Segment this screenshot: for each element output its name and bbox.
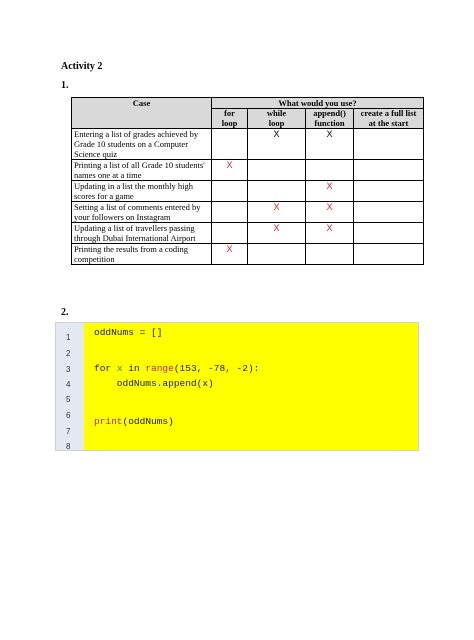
mark-cell <box>306 244 354 265</box>
mark-cell <box>354 181 424 202</box>
mark-cell <box>354 223 424 244</box>
code-line-3: for x in range(153, -78, -2): <box>94 363 260 374</box>
mark-cell: X <box>306 181 354 202</box>
case-cell: Printing a list of all Grade 10 students' names one at a time <box>72 160 212 181</box>
mark-cell: X <box>306 202 354 223</box>
line-number: 7 <box>66 427 71 436</box>
column-header-for-loop: for loop <box>212 109 248 129</box>
mark-cell: X <box>212 244 248 265</box>
mark-cell <box>212 223 248 244</box>
mark-cell <box>354 202 424 223</box>
case-cell: Setting a list of comments entered by your followers on Instagram <box>72 202 212 223</box>
mark-cell <box>306 160 354 181</box>
case-header: Case <box>72 98 212 129</box>
column-header-full-list: create a full list at the start <box>354 109 424 129</box>
code-line-4: oddNums.append(x) <box>94 378 214 389</box>
mark-cell: X <box>306 223 354 244</box>
mark-cell: X <box>306 129 354 160</box>
mark-cell <box>354 129 424 160</box>
line-number: 5 <box>66 395 71 404</box>
mark-cell: X <box>248 129 306 160</box>
table-row <box>72 223 424 244</box>
case-cell: Updating a list of travellers passing through Dubai International Airport <box>72 223 212 244</box>
mark-cell: X <box>248 223 306 244</box>
line-number: 1 <box>66 333 71 342</box>
mark-cell <box>248 160 306 181</box>
case-cell: Entering a list of grades achieved by Grade 10 students on a Computer Science quiz <box>72 129 212 160</box>
case-cell: Updating in a list the monthly high scores for a game <box>72 181 212 202</box>
use-header: What would you use? <box>212 98 424 109</box>
mark-cell <box>354 160 424 181</box>
table-row <box>72 244 424 265</box>
column-header-while-loop: while loop <box>248 109 306 129</box>
line-number: 6 <box>66 411 71 420</box>
question-2-number: 2. <box>61 307 69 318</box>
code-line-1: oddNums = [] <box>94 327 163 338</box>
mark-cell <box>248 244 306 265</box>
code-line-6: print(oddNums) <box>94 416 174 427</box>
mark-cell: X <box>248 202 306 223</box>
activity-title: Activity 2 <box>61 61 103 72</box>
choices-table <box>71 97 424 265</box>
table-row <box>72 181 424 202</box>
line-number: 2 <box>66 349 71 358</box>
column-header-append: append() function <box>306 109 354 129</box>
line-number: 4 <box>66 380 71 389</box>
mark-cell <box>248 181 306 202</box>
table-row <box>72 129 424 160</box>
table-row <box>72 202 424 223</box>
line-number: 3 <box>66 365 71 374</box>
mark-cell <box>212 129 248 160</box>
code-block <box>55 322 419 451</box>
mark-cell <box>354 244 424 265</box>
case-cell: Printing the results from a coding competition <box>72 244 212 265</box>
mark-cell <box>212 181 248 202</box>
table-row <box>72 160 424 181</box>
mark-cell <box>212 202 248 223</box>
question-1-number: 1. <box>61 80 69 91</box>
mark-cell: X <box>212 160 248 181</box>
line-number-gutter <box>56 323 84 450</box>
line-number: 8 <box>66 442 71 451</box>
